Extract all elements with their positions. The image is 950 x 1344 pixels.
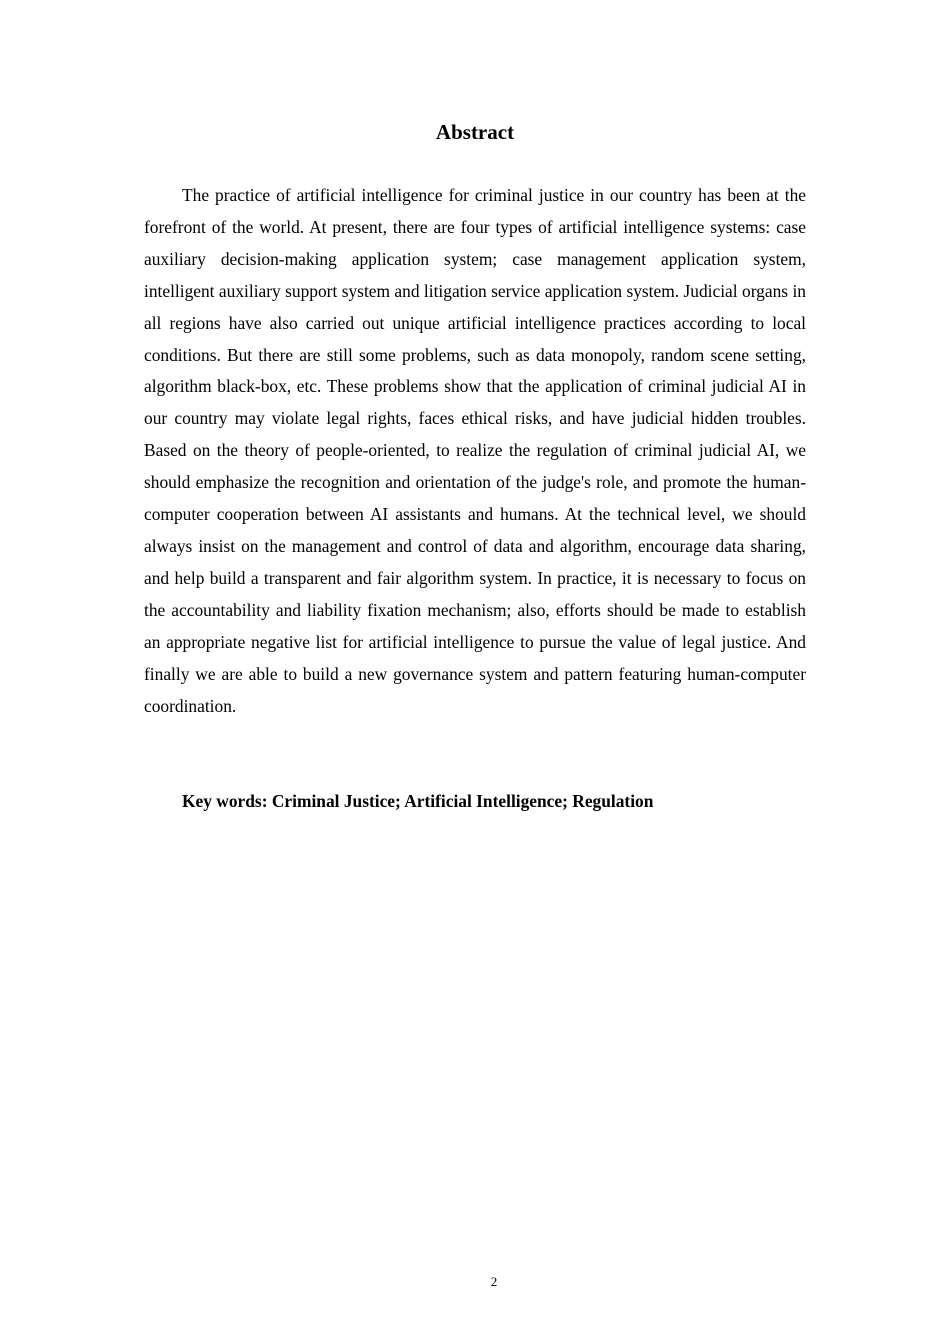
keywords-label: Key words: <box>182 791 268 811</box>
abstract-title: Abstract <box>435 120 515 144</box>
keywords-text: Criminal Justice; Artificial Intelligence; Regulation <box>271 791 654 811</box>
keywords-line <box>182 786 806 818</box>
abstract-paragraph: The practice of artificial intelligence for criminal justice in our country has been at the forefront of the world. At present, there are four types of artificial intelligence systems: case auxiliary decision-making application system; case management application system, intelligent auxiliary support system and litigation service application system. Judicial organs in all regions have also carried out unique artificial intelligence practices according to local conditions. But there are still some problems, such as data monopoly, random scene setting, algorithm black-box, etc. These problems show that the application of criminal judicial AI in our country may violate legal rights, faces ethical risks, and have judicial hidden troubles. Based on the theory of people-oriented, to realize the regulation of criminal judicial AI, we should emphasize the recognition and orientation of the judge's role, and promote the human-computer cooperation between AI assistants and humans. At the technical level, we should always insist on the management and control of data and algorithm, encourage data sharing, and help build a transparent and fair algorithm system. In practice, it is necessary to focus on the accountability and liability fixation mechanism; also, efforts should be made to establish an appropriate negative list for artificial intelligence to pursue the value of legal justice. And finally we are able to build a new governance system and pattern featuring human-computer coordination. <box>144 185 806 716</box>
page-number: 2 <box>490 1274 498 1289</box>
